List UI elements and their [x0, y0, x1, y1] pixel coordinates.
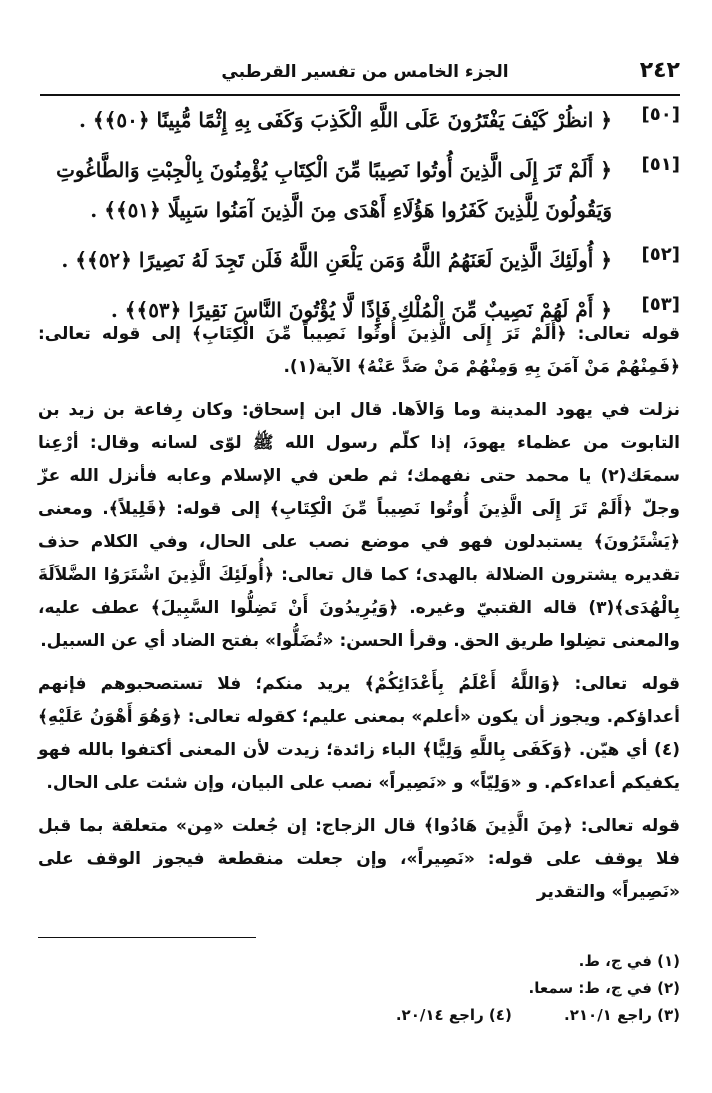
verse-number: [٥١]	[641, 154, 680, 175]
commentary-paragraph: نزلت في يهود المدينة وما وَالاَها. قال ابن إسحاق: وكان رِفاعة بن زيد بن التابوت من عظماء يهودَ، إذا كلّم رسول الله ﷺ لوّى لسانه وقال: أرْعِنا سمعَك(٢) يا محمد حتى نفهمك؛ ثم طعن في الإسلام وعابه فأنزل الله عزّ وجلّ ﴿أَلَمْ تَرَ إِلَى الَّذِينَ أُوتُوا نَصِيباً مِّنَ الْكِتَابِ﴾ إلى قوله: ﴿قَلِيلاً﴾. ومعنى ﴿يَشْتَرُونَ﴾ يستبدلون فهو في موضع نصب على الحال، وفي الكلام حذف تقديره يشترون الضلالة بالهدى؛ كما قال تعالى: ﴿أُولَئِكَ الَّذِينَ اشْتَرَوُا الضَّلاَلَةَ بِالْهُدَى﴾(٣) قاله القتبيّ وغيره. ﴿وَيُرِيدُونَ أَنْ تَضِلُّوا السَّبِيلَ﴾ عطف عليه، والمعنى تضِلوا طريق الحق. وقرأ الحسن: «تُضَلُّوا» بفتح الضاد أي عن السبيل.	[38, 400, 680, 651]
page-header	[50, 58, 680, 90]
running-title: الجزء الخامس من تفسير القرطبي	[221, 62, 509, 82]
verse-50	[38, 100, 680, 140]
verse-number: [٥٢]	[641, 244, 680, 265]
verse-text: ﴿ أَلَمْ تَرَ إِلَى الَّذِينَ أُوتُوا نَصِيبًا مِّنَ الْكِتَابِ يُؤْمِنُونَ بِالْجِبْتِ وَالطَّاغُوتِ وَيَقُولُونَ لِلَّذِينَ كَفَرُوا هَؤُلَاءِ أَهْدَى مِنَ الَّذِينَ آمَنُوا سَبِيلًا ﴿٥١﴾﴾ .	[56, 158, 612, 222]
footnote-rule	[38, 937, 256, 938]
verse-number: [٥٣]	[641, 294, 680, 315]
footnote: (٣) راجع ٢١٠/١. (٤) راجع ٢٠/١٤.	[395, 1006, 680, 1024]
verse-text: ﴿ أُولَئِكَ الَّذِينَ لَعَنَهُمُ اللَّهُ وَمَن يَلْعَنِ اللَّهُ فَلَن تَجِدَ لَهُ نَصِيرًا ﴿٥٢﴾﴾ .	[61, 248, 612, 272]
footnotes	[38, 948, 680, 1029]
footnote: (١) في ج، ط.	[578, 952, 680, 970]
page-number: ٢٤٢	[639, 58, 680, 83]
verse-text: ﴿ انظُرْ كَيْفَ يَفْتَرُونَ عَلَى اللَّهِ الْكَذِبَ وَكَفَى بِهِ إِثْمًا مُّبِينًا ﴿٥٠﴾﴾ .	[79, 108, 612, 132]
verse-51	[38, 150, 680, 230]
verse-52	[38, 240, 680, 280]
commentary-paragraph: قوله تعالى: ﴿أَلَمْ تَرَ إِلَى الَّذِينَ أُوتُوا نَصِيباً مِّنَ الْكِتَابِ﴾ إلى قوله تعالى: ﴿فَمِنْهُمْ مَنْ آمَنَ بِهِ وَمِنْهُمْ مَنْ صَدَّ عَنْهُ﴾ الآية(١).	[38, 324, 680, 377]
commentary-paragraph: قوله تعالى: ﴿وَاللَّهُ أَعْلَمُ بِأَعْدَائِكُمْ﴾ يريد منكم؛ فلا تستصحبوهم فإنهم أعداؤكم. ويجوز أن يكون «أعلم» بمعنى عليم؛ كقوله تعالى: ﴿وَهُوَ أَهْوَنُ عَلَيْهِ﴾(٤) أي هيّن. ﴿وَكَفَى بِاللَّهِ وَلِيًّا﴾ الباء زائدة؛ زيدت لأن المعنى أكتفوا بالله فهو يكفيكم أعداءكم. و «وَلِيّاً» و «نَصِيراً» نصب على البيان، وإن شئت على الحال.	[38, 674, 680, 793]
verses-block	[38, 100, 680, 340]
verse-text: ﴿ أَمْ لَهُمْ نَصِيبٌ مِّنَ الْمُلْكِ فَإِذًا لَّا يُؤْتُونَ النَّاسَ نَقِيرًا ﴿٥٣﴾﴾ .	[110, 298, 612, 322]
header-rule	[40, 94, 680, 96]
verse-number: [٥٠]	[641, 104, 680, 125]
commentary-body	[38, 318, 680, 919]
footnote: (٢) في ج، ط: سمعا.	[528, 979, 680, 997]
commentary-paragraph: قوله تعالى: ﴿مِنَ الَّذِينَ هَادُوا﴾ قال الزجاج: إن جُعلت «مِن» متعلقة بما قبل فلا يوقف على قوله: «نَصِيراً»، وإن جعلت منقطعة فيجوز الوقف على «نَصِيراً» والتقدير	[38, 816, 680, 902]
